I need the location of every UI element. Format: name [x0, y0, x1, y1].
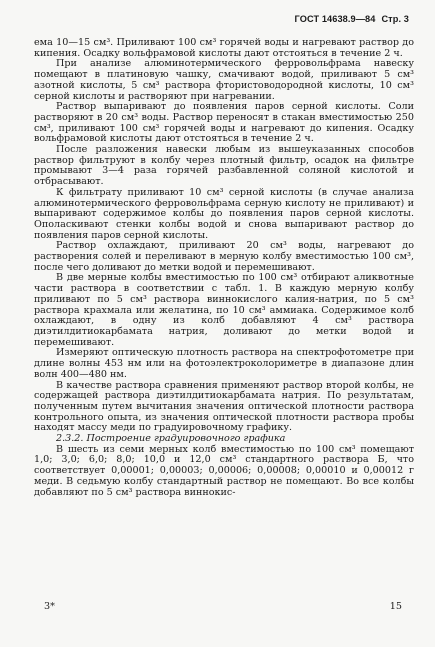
paragraph: В качестве раствора сравнения применяют раствор второй колбы, не содержащей раствора диэтилдитиокарбамата натрия. По результатам, полученным путем вычитания значения оптической плотности раствора контрольного опыта, из значения оптической плотности раствора пробы находят массу меди по градуировочному графику.: [34, 379, 414, 434]
paragraph: В две мерные колбы вместимостью по 100 см³ отбирают аликвотные части раствора в соответствии с табл. 1. В каждую мерную колбу приливают по 5 см³ раствора виннокислого калия-натрия, по 5 см³ раствора крахмала или желатина, по 10 см³ аммиака. Содержимое колб охлаждают, в одну из колб добавляют 4 см³ раствора диэтилдитиокарбамата натрия, доливают до метки водой и перемешивают.: [34, 272, 414, 348]
page-label: Стр. 3: [381, 14, 409, 24]
paragraph: При анализе алюминотермического ферровольфрама навеску помещают в платиновую чашку, смачивают водой, приливают 5 см³ азотной кислоты, 5 см³ раствора фтористоводородной кислоты, 10 см³ серной кислоты и растворяют при нагревании.: [34, 58, 414, 102]
section-heading: 2.3.2. Построение градуировочного графика: [56, 433, 286, 445]
paragraph: В шесть из семи мерных колб вместимостью по 100 см³ помещают 1,0; 3,0; 6,0; 8,0; 10,0 и 12,0 см³ стандартного раствора Б, что соответствует 0,00001; 0,00003; 0,00006; 0,00008; 0,00010 и 0,00012 г меди. В седьмую колбу стандартный раствор не помещают. Во все колбы добавляют по 5 см³ раствора виннокис-: [34, 443, 414, 498]
paragraph: Измеряют оптическую плотность раствора на спектрофотометре при длине волны 453 нм или на фотоэлектроколориметре в диапазоне длин волн 400—480 нм.: [34, 347, 414, 380]
signature-mark: 3*: [44, 601, 55, 612]
paragraph: Раствор выпаривают до появления паров серной кислоты. Соли растворяют в 20 см³ воды. Раствор переносят в стакан вместимостью 250 см³, приливают 100 см³ горячей воды и нагревают до кипения. Осадку вольфрамовой кислоты дают отстояться в течение 2 ч.: [34, 101, 414, 145]
paragraph: После разложения навески любым из вышеуказанных способов раствор фильтруют в колбу через плотный фильтр, осадок на фильтре промывают 3—4 раза горячей разбавленной соляной кислотой и отбрасывают.: [34, 144, 414, 188]
page-header: [295, 14, 409, 24]
paragraph: ема 10—15 см³. Приливают 100 см³ горячей воды и нагревают раствор до кипения. Осадку вольфрамовой кислоты дают отстояться в течение 2 ч.: [34, 37, 414, 59]
document-body: [34, 38, 414, 498]
paragraph: Раствор охлаждают, приливают 20 см³ воды, нагревают до растворения солей и переливают в мерную колбу вместимостью 100 см³, после чего доливают до метки водой и перемешивают.: [34, 240, 414, 273]
standard-number: ГОСТ 14638.9—84: [294, 14, 376, 24]
page-number: 15: [389, 601, 402, 612]
paragraph: К фильтрату приливают 10 см³ серной кислоты (в случае анализа алюминотермического ферровольфрама серную кислоту не приливают) и выпаривают содержимое колбы до появления паров серной кислоты. Ополаскивают стенки колбы водой и снова выпаривают раствор до появления паров серной кислоты.: [34, 186, 414, 241]
